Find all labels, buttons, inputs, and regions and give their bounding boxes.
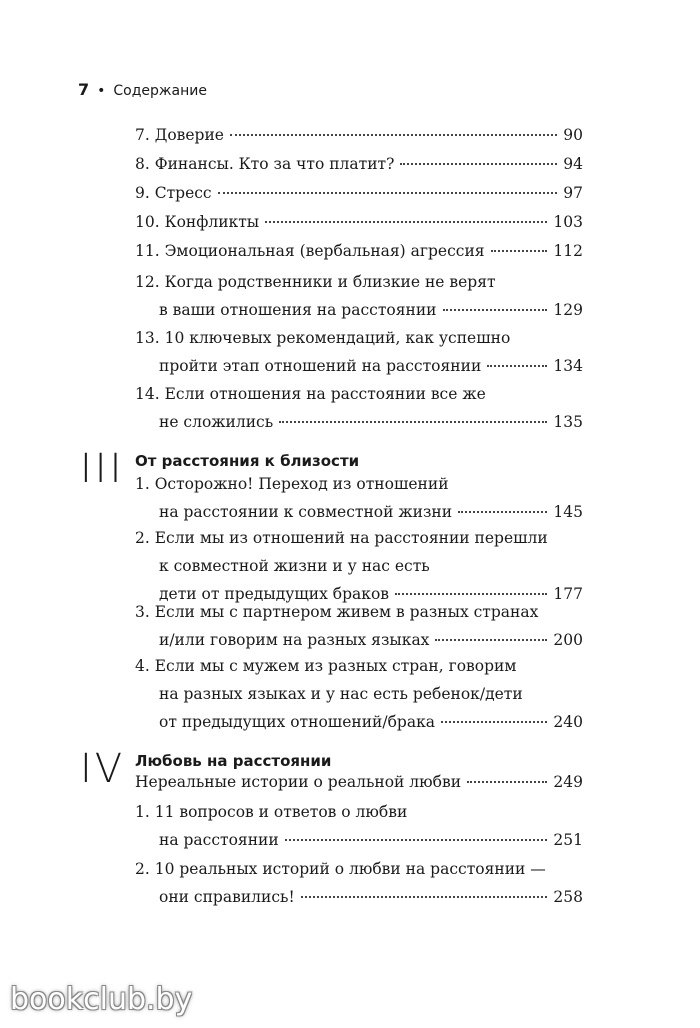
toc-entry-text: 9. Стресс — [135, 184, 212, 202]
toc-entry[interactable] — [135, 237, 583, 265]
dot-leader — [491, 250, 548, 252]
header-title: Содержание — [113, 83, 207, 99]
toc-entry[interactable] — [135, 855, 583, 911]
toc-entry-text: они справились! — [159, 888, 295, 906]
dot-leader — [458, 511, 547, 513]
dot-leader — [441, 721, 547, 723]
dot-leader — [443, 309, 548, 311]
toc-entry-text: к совместной жизни и у нас есть — [159, 557, 430, 575]
dot-leader — [395, 593, 547, 595]
toc-entry-text: на разных языках и у нас есть ребенок/дети — [159, 685, 523, 703]
toc-page-number: 200 — [553, 631, 583, 649]
toc-entry-text: 8. Финансы. Кто за что платит? — [135, 155, 395, 173]
toc-page-number: 112 — [553, 242, 583, 260]
toc-entry[interactable] — [135, 268, 583, 324]
toc-entry-text: 11. Эмоциональная (вербальная) агрессия — [135, 242, 485, 260]
section-title: Любовь на расстоянии — [135, 752, 332, 770]
toc-entry-text: пройти этап отношений на расстоянии — [159, 357, 482, 375]
toc-entry[interactable] — [135, 208, 583, 236]
dot-leader — [265, 221, 547, 223]
toc-page-number: 129 — [553, 301, 583, 319]
dot-leader — [400, 163, 557, 165]
dot-leader — [467, 781, 547, 783]
toc-page-number: 90 — [563, 126, 583, 144]
toc-entry-text: 4. Если мы с мужем из разных стран, говорим — [135, 657, 517, 675]
toc-entry-text: 10. Конфликты — [135, 213, 260, 231]
toc-entry[interactable] — [135, 121, 583, 149]
toc-entry[interactable] — [135, 798, 583, 854]
toc-entry-text: 14. Если отношения на расстоянии все же — [135, 385, 486, 403]
toc-page-number: 251 — [553, 831, 583, 849]
toc-entry[interactable] — [135, 179, 583, 207]
toc-entry[interactable] — [135, 470, 583, 526]
toc-entry[interactable] — [135, 524, 583, 608]
toc-entry-text: в ваши отношения на расстоянии — [159, 301, 437, 319]
toc-entry-text: 1. 11 вопросов и ответов о любви — [135, 803, 408, 821]
toc-page-number: 240 — [553, 713, 583, 731]
toc-entry-text: 13. 10 ключевых рекомендаций, как успешно — [135, 329, 511, 347]
section-numeral: IV — [80, 746, 126, 792]
section-numeral: III — [80, 446, 125, 492]
toc-entry-text: от предыдущих отношений/брака — [159, 713, 436, 731]
toc-entry-text: 2. 10 реальных историй о любви на расстоянии — — [135, 860, 546, 878]
toc-page-number: 145 — [553, 503, 583, 521]
dot-leader — [285, 839, 548, 841]
dot-leader — [279, 421, 547, 423]
page-number: 7 — [78, 80, 90, 99]
toc-page-number: 97 — [563, 184, 583, 202]
dot-leader — [230, 134, 557, 136]
toc-entry[interactable] — [135, 768, 583, 796]
toc-page-number: 134 — [553, 357, 583, 375]
toc-page-number: 94 — [563, 155, 583, 173]
toc-entry-text: и/или говорим на разных языках — [159, 631, 430, 649]
toc-entry[interactable] — [135, 150, 583, 178]
toc-entry[interactable] — [135, 652, 583, 736]
toc-entry-text: 1. Осторожно! Переход из отношений — [135, 475, 449, 493]
toc-entry-text: на расстоянии к совместной жизни — [159, 503, 453, 521]
toc-entry-text: на расстоянии — [159, 831, 279, 849]
toc-entry-text: дети от предыдущих браков — [159, 585, 390, 603]
toc-entry-text: 7. Доверие — [135, 126, 224, 144]
toc-page-number: 177 — [553, 585, 583, 603]
toc-entry-text: 2. Если мы из отношений на расстоянии перешли — [135, 529, 548, 547]
dot-leader — [301, 896, 548, 898]
toc-page-number: 103 — [553, 213, 583, 231]
toc-entry-text: 3. Если мы с партнером живем в разных странах — [135, 603, 539, 621]
toc-page-number: 249 — [553, 773, 583, 791]
toc-entry-text: не сложились — [159, 413, 274, 431]
toc-entry[interactable] — [135, 380, 583, 436]
bullet: • — [97, 83, 106, 99]
toc-entry[interactable] — [135, 324, 583, 380]
dot-leader — [218, 192, 558, 194]
dot-leader — [487, 365, 547, 367]
watermark: bookclub.by — [10, 982, 193, 1017]
dot-leader — [435, 639, 547, 641]
toc-page-number: 135 — [553, 413, 583, 431]
toc-entry[interactable] — [135, 598, 583, 654]
toc-entry-text: 12. Когда родственники и близкие не верят — [135, 273, 496, 291]
running-header — [78, 80, 207, 99]
section-title: От расстояния к близости — [135, 452, 360, 470]
toc-entry-text: Нереальные истории о реальной любви — [135, 773, 462, 791]
toc-page-number: 258 — [553, 888, 583, 906]
